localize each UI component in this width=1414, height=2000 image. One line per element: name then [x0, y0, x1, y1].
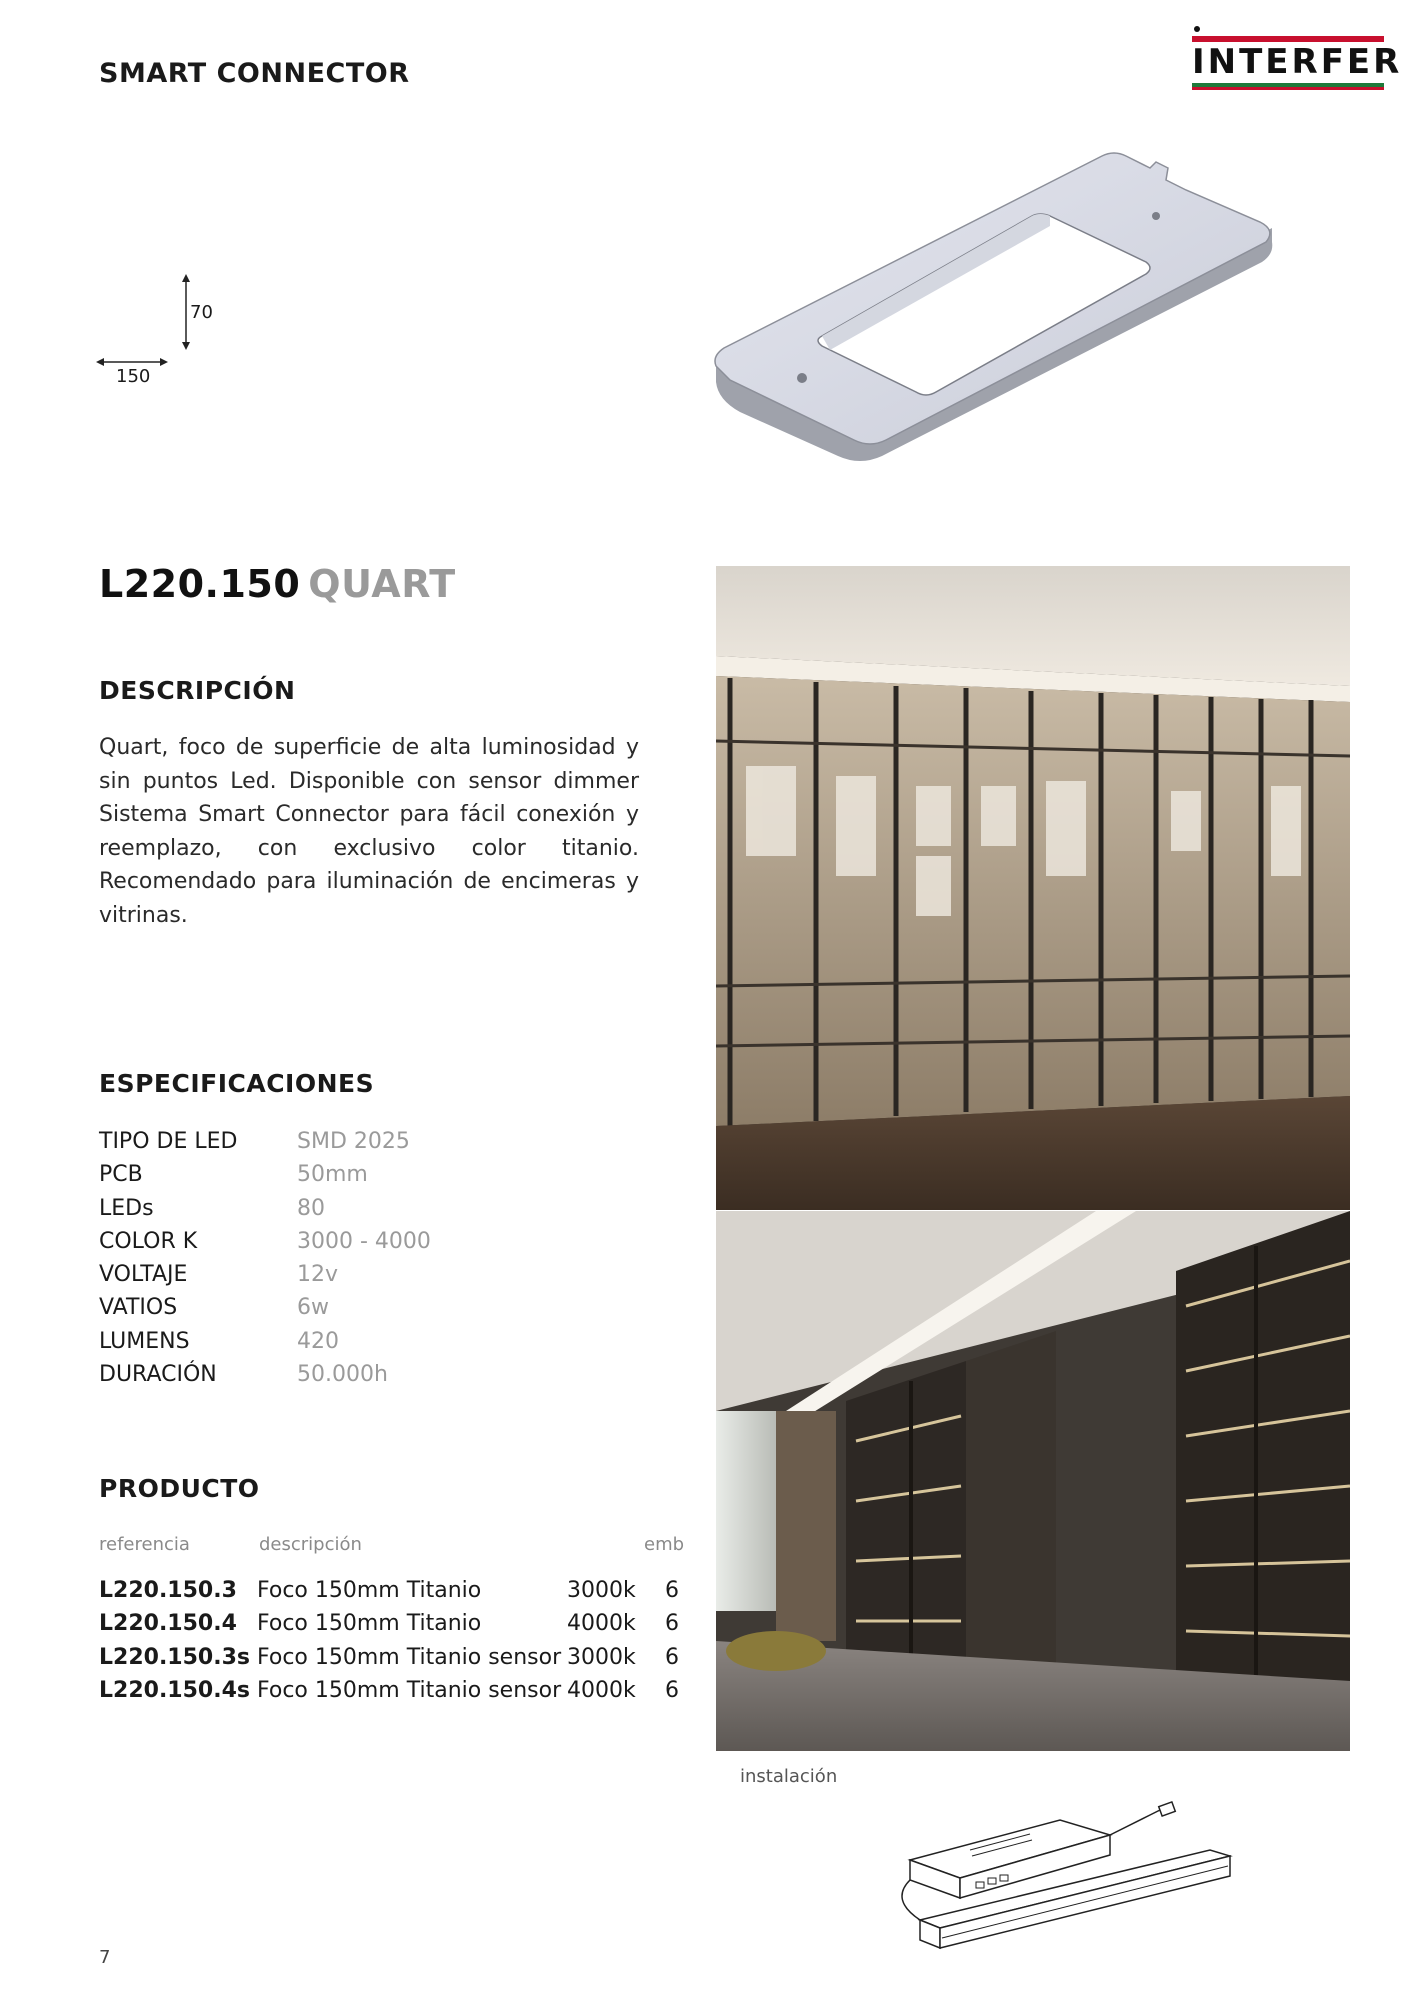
spec-row [99, 1192, 499, 1225]
spec-value: SMD 2025 [297, 1129, 410, 1154]
product-frame-drawing [710, 150, 1280, 470]
width-dimension: 150 [116, 366, 151, 387]
product-emb: 6 [665, 1578, 679, 1603]
table-row [99, 1607, 699, 1640]
specifications-list [99, 1125, 499, 1391]
spec-value: 6w [297, 1295, 329, 1321]
product-code: L220.150 [99, 562, 301, 606]
product-emb: 6 [665, 1611, 679, 1637]
product-heading: PRODUCTO [99, 1474, 260, 1503]
product-emb: 6 [665, 1644, 679, 1670]
dimension-arrows-icon [96, 272, 216, 392]
description-heading: DESCRIPCIÓN [99, 676, 296, 705]
product-emb: 6 [665, 1677, 679, 1703]
product-ref: L220.150.4s [99, 1677, 250, 1703]
spec-row [99, 1125, 499, 1158]
product-desc: Foco 150mm Titanio sensor [257, 1644, 562, 1670]
dimension-diagram [96, 272, 216, 392]
spec-label: LEDs [99, 1195, 154, 1221]
interfer-logo [1192, 26, 1403, 88]
column-header-descripcion: descripción [259, 1534, 362, 1555]
product-desc: Foco 150mm Titanio sensor [257, 1677, 562, 1703]
product-ref: L220.150.3 [99, 1578, 237, 1603]
spec-label: TIPO DE LED [99, 1129, 238, 1154]
height-dimension: 70 [190, 302, 213, 323]
spec-label: VOLTAJE [99, 1262, 188, 1288]
product-color-temp: 4000k [567, 1677, 636, 1703]
product-desc: Foco 150mm Titanio [257, 1611, 482, 1637]
column-header-referencia: referencia [99, 1534, 190, 1555]
logo-red-stripe [1192, 87, 1384, 90]
spec-label: DURACIÓN [99, 1362, 217, 1388]
product-color-temp: 3000k [567, 1578, 636, 1603]
spec-value: 80 [297, 1195, 325, 1221]
product-title [99, 562, 456, 606]
spec-row [99, 1358, 499, 1391]
installation-diagram [880, 1790, 1240, 1960]
product-name: QUART [308, 562, 456, 606]
spec-row [99, 1225, 499, 1258]
spec-value: 50mm [297, 1162, 368, 1188]
specifications-heading: ESPECIFICACIONES [99, 1069, 375, 1098]
spec-row [99, 1158, 499, 1191]
product-desc: Foco 150mm Titanio [257, 1578, 482, 1603]
installation-label: instalación [740, 1766, 838, 1787]
table-row [99, 1641, 699, 1674]
logo-wordmark: INTERFER [1192, 42, 1403, 82]
description-text: Quart, foco de superficie de alta luminosidad y sin puntos Led. Disponible con sensor dimmer Sistema Smart Connector para fácil conexión y reemplazo, con exclusivo color titanio. Recomendado para iluminación de encimeras y vitrinas. [99, 735, 639, 928]
spec-label: LUMENS [99, 1328, 190, 1354]
product-color-temp: 3000k [567, 1644, 636, 1670]
column-header-emb: emb [644, 1534, 685, 1555]
logo-dot [1194, 26, 1200, 32]
spec-value: 3000 - 4000 [297, 1228, 431, 1254]
table-row [99, 1574, 699, 1607]
spec-row [99, 1325, 499, 1358]
spec-label: COLOR K [99, 1228, 198, 1254]
closet-photo-top [716, 566, 1350, 1210]
product-ref: L220.150.4 [99, 1611, 237, 1637]
page-number: 7 [99, 1947, 111, 1968]
spec-value: 420 [297, 1328, 339, 1354]
table-row [99, 1674, 699, 1707]
spec-row [99, 1258, 499, 1291]
product-table [99, 1574, 699, 1707]
spec-value: 50.000h [297, 1362, 388, 1388]
closet-photo-bottom [716, 1211, 1350, 1751]
spec-row [99, 1291, 499, 1324]
spec-value: 12v [297, 1262, 339, 1288]
spec-label: PCB [99, 1162, 143, 1188]
section-label: SMART CONNECTOR [99, 58, 410, 89]
product-color-temp: 4000k [567, 1611, 636, 1637]
product-ref: L220.150.3s [99, 1644, 250, 1670]
spec-label: VATIOS [99, 1295, 178, 1321]
